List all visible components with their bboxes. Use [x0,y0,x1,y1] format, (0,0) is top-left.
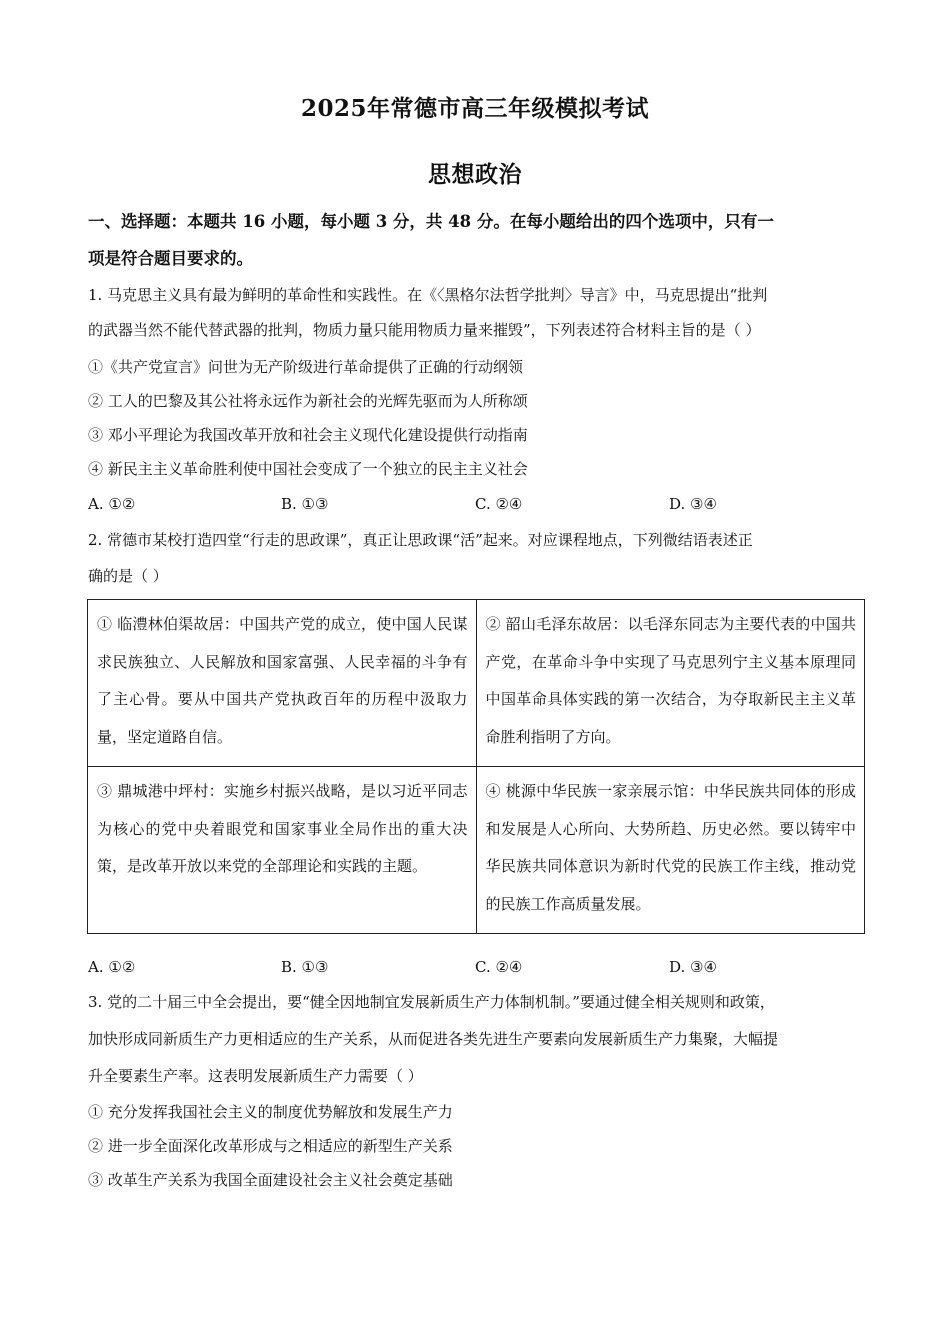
q2-stem-line-1: 2. 常德市某校打造四堂“行走的思政课”，真正让思政课“活”起来。对应课程地点，下列微结语表述正 [88,531,753,549]
q1-option-a: A. ①② [88,495,136,513]
exam-title: 2025年常德市高三年级模拟考试 [300,95,649,122]
q2-option-a: A. ①② [88,958,136,976]
q3-stem-line-3: 升全要素生产率。这表明发展新质生产力需要（ ） [88,1067,423,1085]
q1-option-b: B. ①③ [281,495,329,513]
q2-cell-4: ④ 桃源中华民族一家亲展示馆：中华民族共同体的形成和发展是人心所向、大势所趋、历史必然。要以铸牢中华民族共同体意识为新时代党的民族工作主线，推动党的民族工作高质量发展。 [476,767,865,934]
q2-cell-2: ② 韶山毛泽东故居：以毛泽东同志为主要代表的中国共产党，在革命斗争中实现了马克思列宁主义基本原理同中国革命具体实践的第一次结合，为夺取新民主主义革命胜利指明了方向。 [476,600,865,767]
q3-item-3: ③ 改革生产关系为我国全面建设社会主义社会奠定基础 [88,1171,453,1189]
q1-option-d: D. ③④ [669,495,717,513]
q3-stem-line-2: 加快形成同新质生产力更相适应的生产关系，从而促进各类先进生产要素向发展新质生产力集聚，大幅提 [88,1030,779,1048]
subject-title: 思想政治 [428,161,522,188]
q2-option-b: B. ①③ [281,958,329,976]
q1-stem-line-2: 的武器当然不能代替武器的批判，物质力量只能用物质力量来摧毁”，下列表述符合材料主旨的是（ ） [88,321,761,339]
q3-item-2: ② 进一步全面深化改革形成与之相适应的新型生产关系 [88,1137,453,1155]
table-row [88,600,865,767]
q1-item-1: ①《共产党宣言》问世为无产阶级进行革命提供了正确的行动纲领 [88,358,524,376]
section-heading [88,203,868,277]
section-heading-line-1: 一、选择题：本题共 16 小题，每小题 3 分，共 48 分。在每小题给出的四个选项中，只有一 [88,212,774,231]
q1-stem-line-1: 1. 马克思主义具有最为鲜明的革命性和实践性。在《〈黑格尔法哲学批判〉导言》中，马克思提出“批判 [88,286,768,304]
q2-option-d: D. ③④ [669,958,717,976]
q2-option-c: C. ②④ [475,958,523,976]
q1-item-3: ③ 邓小平理论为我国改革开放和社会主义现代化建设提供行动指南 [88,426,528,444]
q1-item-4: ④ 新民主主义革命胜利使中国社会变成了一个独立的民主主义社会 [88,460,528,478]
q2-cell-1: ① 临澧林伯渠故居：中国共产党的成立，使中国人民谋求民族独立、人民解放和国家富强、人民幸福的斗争有了主心骨。要从中国共产党执政百年的历程中汲取力量，坚定道路自信。 [88,600,477,767]
q3-stem-line-1: 3. 党的二十届三中全会提出，要“健全因地制宜发展新质生产力体制机制。”要通过健全相关规则和政策， [88,993,775,1011]
q3-item-1: ① 充分发挥我国社会主义的制度优势解放和发展生产力 [88,1103,453,1121]
q1-item-2: ② 工人的巴黎及其公社将永远作为新社会的光辉先驱而为人所称颂 [88,392,528,410]
q2-cell-3: ③ 鼎城港中坪村：实施乡村振兴战略，是以习近平同志为核心的党中央着眼党和国家事业全局作出的重大决策，是改革开放以来党的全部理论和实践的主题。 [88,767,477,934]
q2-stem-line-2: 确的是（ ） [88,567,168,585]
q1-option-c: C. ②④ [475,495,523,513]
q2-statement-table [87,599,865,934]
table-row [88,767,865,934]
section-heading-line-2: 项是符合题目要求的。 [88,249,253,268]
